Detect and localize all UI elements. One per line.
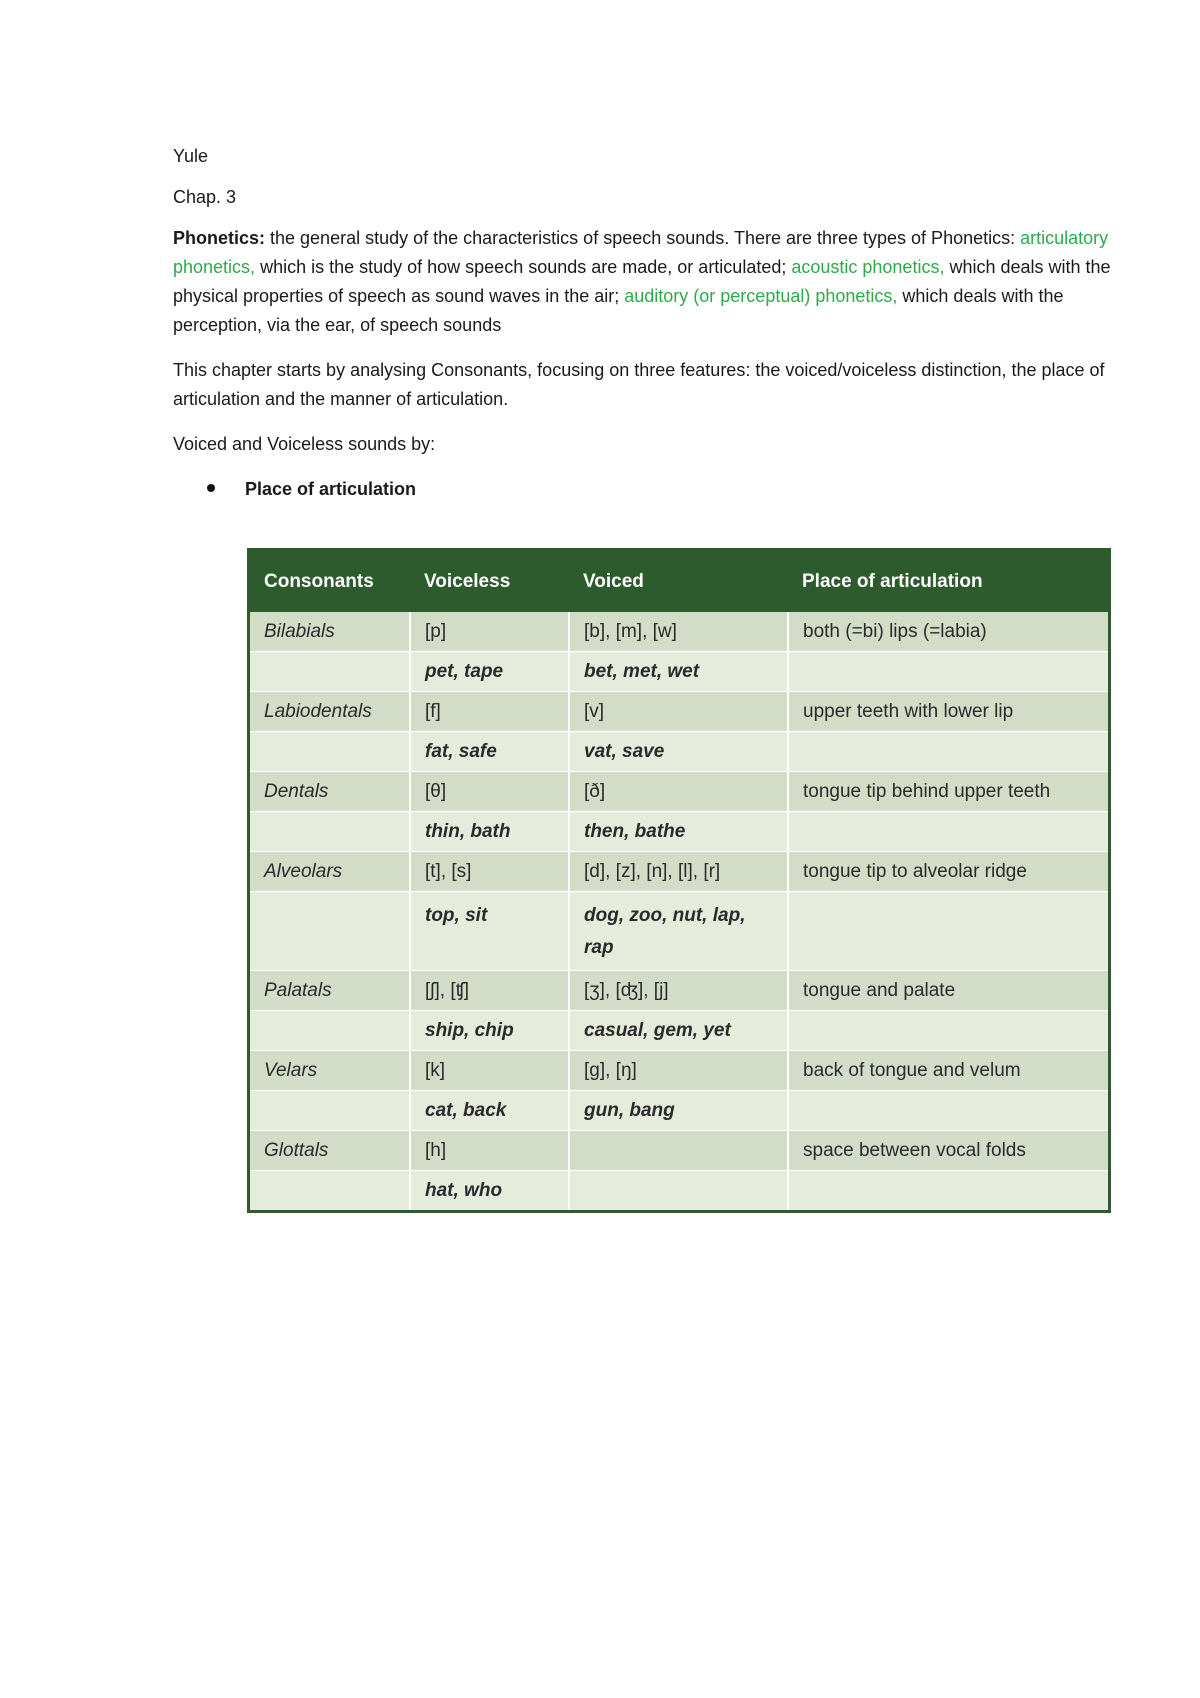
phonetics-text-2: which is the study of how speech sounds are made, or articulated; — [255, 257, 792, 277]
table-row — [249, 692, 1110, 732]
cell-place — [788, 652, 1110, 692]
phonetics-term: Phonetics: — [173, 228, 266, 248]
cell-consonant — [249, 892, 411, 971]
phonetics-text-3: which deals with the physical properties of speech as sound waves in the air; — [173, 257, 1111, 306]
bullet-item — [173, 475, 1133, 503]
document-page — [173, 142, 1133, 503]
chapter-line: Chap. 3 — [173, 187, 237, 207]
cell-voiceless: [p] — [410, 612, 569, 652]
table-row — [249, 1051, 1110, 1091]
table-row — [249, 772, 1110, 812]
header-consonants: Consonants — [249, 550, 411, 613]
cell-voiced: bet, met, wet — [569, 652, 788, 692]
table-row — [249, 852, 1110, 892]
cell-place: tongue and palate — [788, 971, 1110, 1011]
cell-voiced: gun, bang — [569, 1091, 788, 1131]
phonetics-paragraph — [173, 224, 1133, 340]
cell-consonant — [249, 812, 411, 852]
table-row — [249, 1091, 1110, 1131]
cell-place — [788, 1171, 1110, 1212]
cell-voiceless: [h] — [410, 1131, 569, 1171]
cell-place — [788, 892, 1110, 971]
cell-consonant: Palatals — [249, 971, 411, 1011]
cell-consonant: Velars — [249, 1051, 411, 1091]
cell-consonant: Labiodentals — [249, 692, 411, 732]
cell-consonant: Alveolars — [249, 852, 411, 892]
cell-voiced: dog, zoo, nut, lap, rap — [569, 892, 788, 971]
cell-consonant — [249, 732, 411, 772]
cell-voiced: vat, save — [569, 732, 788, 772]
cell-place — [788, 812, 1110, 852]
voiced-heading: Voiced and Voiceless sounds by: — [173, 434, 436, 454]
cell-voiced: casual, gem, yet — [569, 1011, 788, 1051]
cell-voiceless: [t], [s] — [410, 852, 569, 892]
cell-consonant — [249, 1091, 411, 1131]
acoustic-phonetics-term: acoustic phonetics, — [791, 257, 945, 277]
table-row — [249, 1171, 1110, 1212]
cell-place — [788, 1011, 1110, 1051]
cell-place: both (=bi) lips (=labia) — [788, 612, 1110, 652]
cell-voiced — [569, 1171, 788, 1212]
cell-voiceless: fat, safe — [410, 732, 569, 772]
cell-voiced: [ʒ], [ʤ], [j] — [569, 971, 788, 1011]
table-row — [249, 892, 1110, 971]
table-row — [249, 652, 1110, 692]
cell-voiceless: [θ] — [410, 772, 569, 812]
cell-place: tongue tip behind upper teeth — [788, 772, 1110, 812]
table-row — [249, 1131, 1110, 1171]
auditory-phonetics-term: auditory (or perceptual) phonetics, — [624, 286, 898, 306]
cell-place — [788, 732, 1110, 772]
cell-voiceless: top, sit — [410, 892, 569, 971]
cell-voiced: then, bathe — [569, 812, 788, 852]
cell-voiced: [ð] — [569, 772, 788, 812]
cell-place: upper teeth with lower lip — [788, 692, 1110, 732]
phonetics-text-4: which deals with the perception, via the ear, of speech sounds — [173, 286, 1064, 335]
table-row — [249, 1011, 1110, 1051]
cell-voiceless: thin, bath — [410, 812, 569, 852]
author-line: Yule — [173, 146, 209, 166]
table-row — [249, 612, 1110, 652]
table-row — [249, 971, 1110, 1011]
cell-place — [788, 1091, 1110, 1131]
table-row — [249, 812, 1110, 852]
header-voiced: Voiced — [569, 550, 788, 613]
cell-place: tongue tip to alveolar ridge — [788, 852, 1110, 892]
cell-voiced: [b], [m], [w] — [569, 612, 788, 652]
cell-voiced: [g], [ŋ] — [569, 1051, 788, 1091]
cell-voiceless: hat, who — [410, 1171, 569, 1212]
cell-voiceless: ship, chip — [410, 1011, 569, 1051]
cell-voiceless: cat, back — [410, 1091, 569, 1131]
cell-consonant: Bilabials — [249, 612, 411, 652]
header-voiceless: Voiceless — [410, 550, 569, 613]
cell-voiceless: [ʃ], [ʧ] — [410, 971, 569, 1011]
header-place: Place of articulation — [788, 550, 1110, 613]
consonants-table — [247, 548, 1111, 1213]
cell-voiced — [569, 1131, 788, 1171]
cell-consonant: Dentals — [249, 772, 411, 812]
table-header-row — [249, 550, 1110, 613]
cell-voiced: [d], [z], [n], [l], [r] — [569, 852, 788, 892]
cell-voiced: [v] — [569, 692, 788, 732]
bullet-label: Place of articulation — [245, 479, 417, 499]
articulatory-phonetics-term: articulatory phonetics, — [173, 228, 1109, 277]
cell-voiceless: [k] — [410, 1051, 569, 1091]
intro-paragraph: This chapter starts by analysing Consonants, focusing on three features: the voiced/voiceless distinction, the place of articulation and the manner of articulation. — [173, 360, 1105, 409]
cell-place: back of tongue and velum — [788, 1051, 1110, 1091]
bullet-icon — [207, 484, 215, 492]
cell-consonant — [249, 1171, 411, 1212]
cell-voiceless: [f] — [410, 692, 569, 732]
cell-voiceless: pet, tape — [410, 652, 569, 692]
phonetics-text-1: the general study of the characteristics of speech sounds. There are three types of Phonetics: — [265, 228, 1021, 248]
cell-consonant: Glottals — [249, 1131, 411, 1171]
cell-place: space between vocal folds — [788, 1131, 1110, 1171]
cell-consonant — [249, 1011, 411, 1051]
cell-consonant — [249, 652, 411, 692]
table-row — [249, 732, 1110, 772]
